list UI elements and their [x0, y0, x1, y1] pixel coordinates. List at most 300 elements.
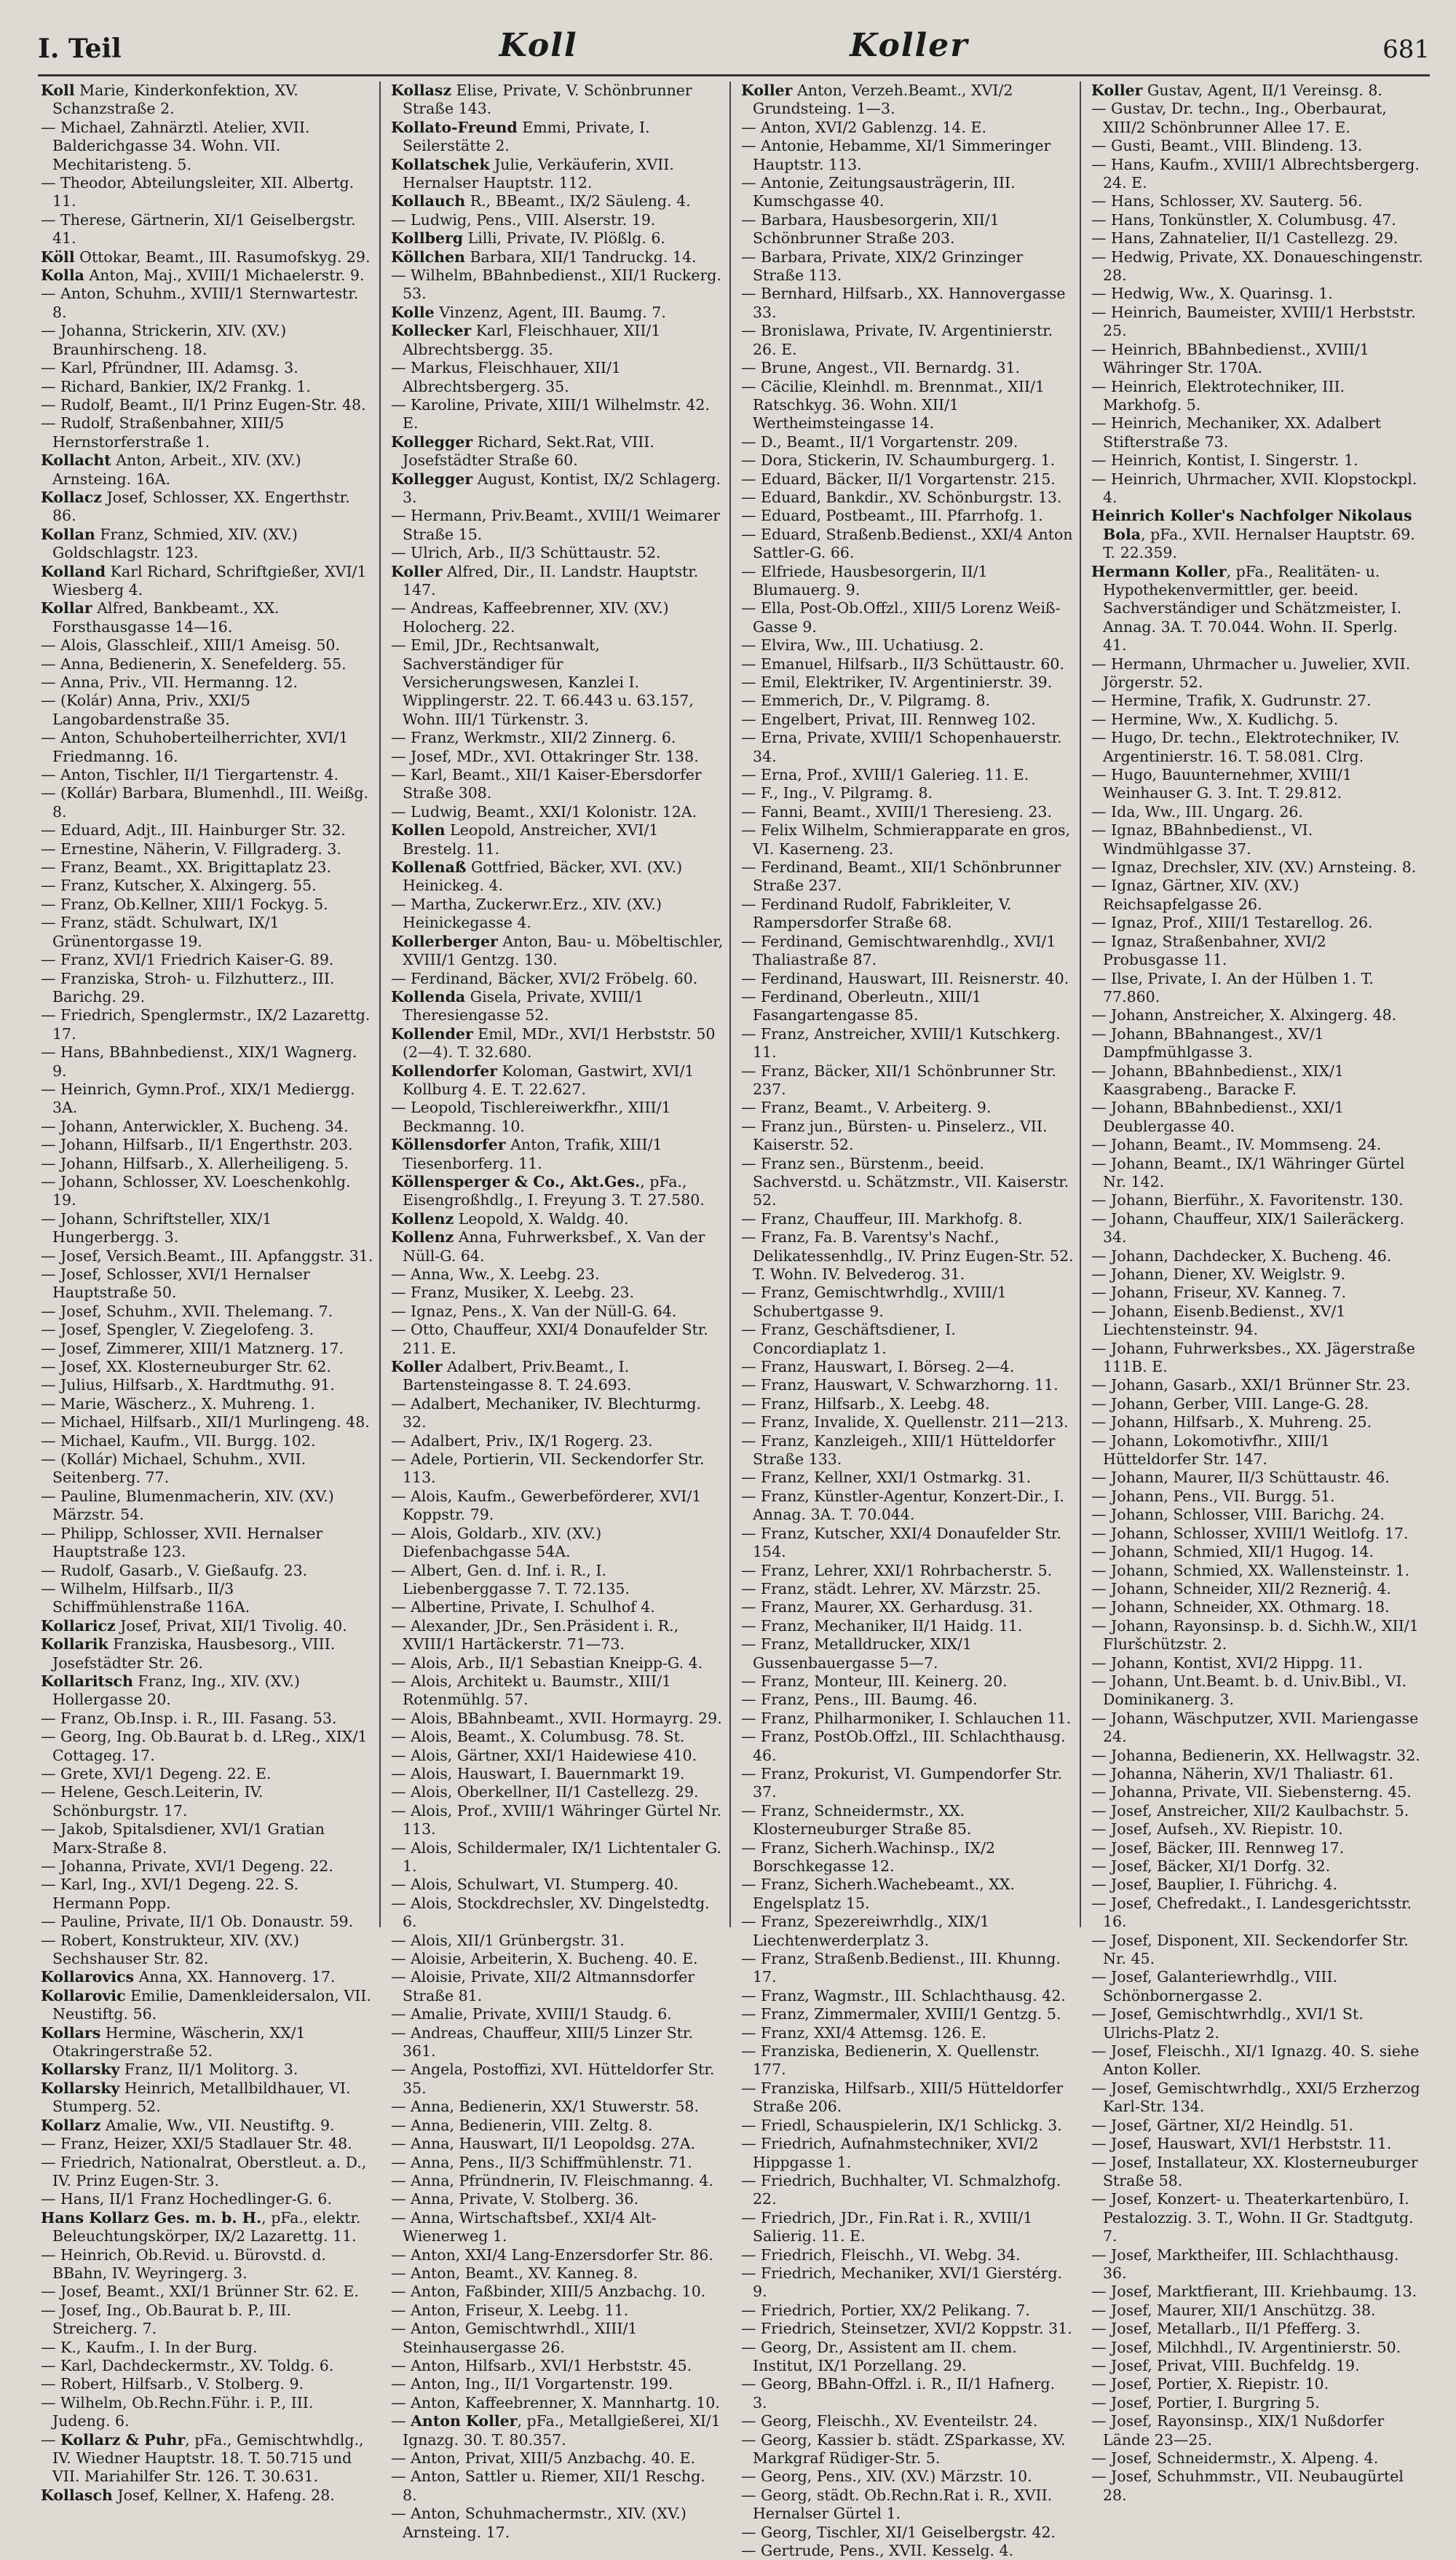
directory-entry: — Michael, Kaufm., VII. Burgg. 102. [41, 1431, 316, 1450]
directory-entry: — Ida, Ww., III. Ungarg. 26. [1091, 802, 1303, 821]
directory-entry: — Hans, Tonkünstler, X. Columbusg. 47. [1091, 210, 1396, 229]
directory-entry: — Barbara, Hausbesorgerin, XII/1 Schönbrunner Straße 203. [741, 210, 1000, 248]
directory-entry: — Anton, Schuhoberteilherrichter, XVI/1 Friedmanng. 16. [41, 729, 349, 765]
directory-entry: — Josef, Portier, I. Burgring 5. [1091, 2393, 1320, 2411]
directory-entry: — Josef, Hauswart, XVI/1 Herbststr. 11. [1091, 2135, 1392, 2153]
directory-entry: — Ignaz, BBahnbedienst., VI. Windmühlgasse 37. [1091, 821, 1313, 858]
column-4 [1091, 82, 1430, 2504]
directory-entry: — Anna, Ww., X. Leebg. 23. [391, 1265, 600, 1283]
directory-entry: — Georg, Ing. Ob.Baurat b. d. LReg., XIX/1 Cottageg. 17. [41, 1728, 368, 1764]
directory-entry: — Wilhelm, Hilfsarb., II/3 Schiffmühlenstraße 116A. [41, 1579, 250, 1616]
directory-entry: — Alois, Beamt., X. Columbusg. 78. St. [391, 1728, 685, 1746]
directory-entry: — Michael, Hilfsarb., XII/1 Murlingeng. 48. [41, 1413, 370, 1431]
directory-entry: — Emmerich, Dr., V. Pilgramg. 8. [741, 692, 991, 710]
directory-entry: — Martha, Zuckerwr.Erz., XIV. (XV.) Heinickegasse 4. [391, 895, 662, 932]
directory-entry: — Hedwig, Private, XX. Donaueschingenstr. 28. [1091, 248, 1423, 285]
directory-entry: — Adalbert, Priv., IX/1 Rogerg. 23. [391, 1431, 653, 1450]
directory-entry: — Anna, Priv., VII. Hermanng. 12. [41, 673, 298, 691]
directory-entry: — Markus, Fleischhauer, XII/1 Albrechtsbergerg. 35. [391, 359, 621, 395]
directory-entry: — Josef, Versich.Beamt., III. Apfanggstr. 31. [41, 1247, 373, 1265]
directory-entry: — Anton, Tischler, II/1 Tiergartenstr. 4. [41, 766, 339, 784]
directory-entry: — Anton Koller, pFa., Metallgießerei, XI/1 Ignazg. 30. T. 80.357. [391, 2412, 721, 2449]
directory-entry: — Hans, Schlosser, XV. Sauterg. 56. [1091, 192, 1363, 210]
directory-entry: — Hans, BBahnbedienst., XIX/1 Wagnerg. 9. [41, 1043, 357, 1080]
directory-entry: — Pauline, Private, II/1 Ob. Donaustr. 59. [41, 1913, 354, 1931]
directory-entry: Köllensperger & Co., Akt.Ges., pFa., Eisengroßhdlg., I. Freyung 3. T. 27.580. [391, 1172, 705, 1209]
directory-entry: Kollen Leopold, Anstreicher, XVI/1 Brestelg. 11. [391, 821, 659, 858]
directory-entry: Kollatschek Julie, Verkäuferin, XVII. Hernalser Hauptstr. 112. [391, 155, 674, 192]
directory-entry: — Anton, Kaffeebrenner, X. Mannhartg. 10. [391, 2393, 720, 2411]
directory-entry: — Alois, Oberkellner, II/1 Castellezg. 29. [391, 1783, 699, 1801]
directory-entry: — Hedwig, Ww., X. Quarinsg. 1. [1091, 285, 1333, 303]
directory-entry: — Josef, Bäcker, XI/1 Dorfg. 32. [1091, 1857, 1331, 1875]
directory-entry: — Johanna, Private, XVI/1 Degeng. 22. [41, 1857, 333, 1875]
directory-entry: — Therese, Gärtnerin, XI/1 Geiselbergstr. 41. [41, 210, 356, 248]
directory-entry: Kollarik Franziska, Hausbesorg., VIII. Josefstädter Str. 26. [41, 1635, 336, 1672]
directory-entry: Kollarsky Heinrich, Metallbildhauer, VI. Stumperg. 52. [41, 2079, 351, 2116]
directory-entry: — Josef, Fleischh., XI/1 Ignazg. 40. S. siehe Anton Koller. [1091, 2042, 1420, 2079]
directory-entry: — Franz, Pens., III. Baumg. 46. [741, 1691, 978, 1709]
directory-entry: — Karl, Beamt., XII/1 Kaiser-Ebersdorfer Straße 308. [391, 766, 702, 802]
directory-entry: — Johann, Hilfsarb., X. Allerheiligeng. 5. [41, 1154, 349, 1172]
directory-entry: — Franz, Zimmermaler, XVIII/1 Gentzg. 5. [741, 2005, 1061, 2023]
directory-entry: — Josef, Metallarb., II/1 Pfefferg. 3. [1091, 2320, 1361, 2338]
directory-entry: — F., Ing., V. Pilgramg. 8. [741, 784, 933, 802]
directory-entry: — Anton, XXI/4 Lang-Enzersdorfer Str. 86. [391, 2245, 713, 2264]
directory-entry: — Heinrich, Gymn.Prof., XIX/1 Mediergg. 3A. [41, 1080, 355, 1117]
directory-entry: — Eduard, Bäcker, II/1 Vorgartenstr. 215. [741, 470, 1056, 488]
directory-entry: Kollarsky Franz, II/1 Molitorg. 3. [41, 2061, 298, 2079]
directory-entry: — Helene, Gesch.Leiterin, IV. Schönburgstr. 17. [41, 1783, 264, 1820]
directory-entry: — Felix Wilhelm, Schmierapparate en gros, VI. Kaserneng. 23. [741, 821, 1071, 858]
directory-entry: — Ferdinand, Oberleutn., XIII/1 Fasangartengasse 85. [741, 987, 982, 1024]
directory-entry: — Anton, Hilfsarb., XVI/1 Herbststr. 45. [391, 2356, 692, 2374]
directory-entry: — Franz, Maurer, XX. Gerhardusg. 31. [741, 1598, 1033, 1616]
directory-entry: — Josef, Anstreicher, XII/2 Kaulbachstr. 5. [1091, 1801, 1409, 1820]
directory-entry: — Josef, Spengler, V. Ziegelofeng. 3. [41, 1321, 314, 1339]
directory-entry: Koller Adalbert, Priv.Beamt., I. Bartensteingasse 8. T. 24.693. [391, 1358, 632, 1394]
directory-entry: — Friedrich, JDr., Fin.Rat i. R., XVIII/1 Salierig. 11. E. [741, 2208, 1033, 2245]
directory-entry: — Hugo, Dr. techn., Elektrotechniker, IV. Argentinierstr. 16. T. 58.081. Clrg. [1091, 729, 1400, 765]
directory-entry: — Ludwig, Pens., VIII. Alserstr. 19. [391, 210, 656, 229]
directory-entry: — Franz, Spezereiwrhdlg., XIX/1 Liechtenwerderplatz 3. [741, 1913, 990, 1949]
directory-entry: — Franz, Kutscher, XXI/4 Donaufelder Str. 154. [741, 1524, 1061, 1561]
directory-entry: — Heinrich, BBahnbedienst., XVIII/1 Währinger Str. 170A. [1091, 340, 1369, 377]
directory-entry: — Franz, Straßenb.Bedienst., III. Khunng. 17. [741, 1950, 1061, 1986]
directory-entry: — Franz, Fa. B. Varentsy's Nachf., Delikatessenhdlg., IV. Prinz Eugen-Str. 52. T. Wohn. IV. Belvederog. 31. [741, 1228, 1074, 1283]
directory-entry: — Ignaz, Pens., X. Van der Nüll-G. 64. [391, 1302, 677, 1320]
directory-entry: — Ferdinand, Hauswart, III. Reisnerstr. 40. [741, 969, 1069, 987]
directory-entry: — Otto, Chauffeur, XXI/4 Donaufelder Str. 211. E. [391, 1321, 708, 1357]
directory-entry: — Johann, Unt.Beamt. b. d. Univ.Bibl., VI. Dominikanerg. 3. [1091, 1672, 1407, 1709]
directory-entry: Kollarovics Anna, XX. Hannoverg. 17. [41, 1968, 336, 1986]
directory-entry: — Eduard, Adjt., III. Hainburger Str. 32. [41, 821, 346, 839]
directory-entry: — Johann, Fuhrwerksbes., XX. Jägerstraße 111B. E. [1091, 1339, 1415, 1376]
directory-entry: — Georg, Tischler, XI/1 Geiselbergstr. 42. [741, 2523, 1056, 2541]
directory-entry: — Franz, XVI/1 Friedrich Kaiser-G. 89. [41, 951, 334, 969]
directory-entry: Kollauch R., BBeamt., IX/2 Säuleng. 4. [391, 192, 691, 210]
directory-entry: — Gertrude, Pens., XVII. Kesselg. 4. [741, 2542, 1014, 2560]
directory-entry: Kollarz Amalie, Ww., VII. Neustiftg. 9. [41, 2116, 335, 2134]
directory-entry: — Anna, Pfründnerin, IV. Fleischmanng. 4. [391, 2171, 713, 2189]
directory-entry: — Anton, Privat, XIII/5 Anzbachg. 40. E. [391, 2449, 696, 2467]
directory-entry: — Kollarz & Puhr, pFa., Gemischtwhdlg., IV. Wiedner Hauptstr. 18. T. 50.715 und VII. Mariahilfer Str. 126. T. 30.631. [41, 2430, 364, 2486]
directory-entry: — Marie, Wäscherz., X. Muhreng. 1. [41, 1394, 315, 1413]
directory-entry: Koll Marie, Kinderkonfektion, XV. Schanzstraße 2. [41, 82, 298, 118]
directory-entry: — Hermann, Priv.Beamt., XVIII/1 Weimarer Straße 15. [391, 507, 721, 543]
directory-entry: Kollendorfer Koloman, Gastwirt, XVI/1 Kollburg 4. E. T. 22.627. [391, 1062, 695, 1098]
directory-entry: — Eduard, Straßenb.Bedienst., XXI/4 Anton Sattler-G. 66. [741, 525, 1073, 562]
directory-entry: Kollegger Richard, Sekt.Rat, VIII. Josefstädter Straße 60. [391, 432, 654, 470]
directory-entry: Kolle Vinzenz, Agent, III. Baumg. 7. [391, 303, 666, 321]
directory-entry: Köllchen Barbara, XII/1 Tandruckg. 14. [391, 248, 697, 266]
directory-entry: — Ignaz, Drechsler, XIV. (XV.) Arnsteing. 8. [1091, 858, 1417, 877]
directory-entry: — Josef, Schlosser, XVI/1 Hernalser Hauptstraße 50. [41, 1265, 310, 1302]
header-rule [38, 74, 1430, 76]
directory-entry: — Franz jun., Bürsten- u. Pinselerz., VII. Kaiserstr. 52. [741, 1117, 1048, 1154]
directory-entry: — Anna, Pens., II/3 Schiffmühlenstr. 71. [391, 2153, 692, 2171]
directory-entry: Kollarovic Emilie, Damenkleidersalon, VII. Neustiftg. 56. [41, 1986, 371, 2023]
directory-entry: — Friedrich, Spenglermstr., IX/2 Lazarettg. 17. [41, 1006, 371, 1043]
directory-entry: — Ignaz, Straßenbahner, XVI/2 Probusgasse 11. [1091, 932, 1326, 969]
directory-entry: — Josef, Bauplier, I. Führichg. 4. [1091, 1876, 1338, 1894]
directory-entry: Kollenz Anna, Fuhrwerksbef., X. Van der Nüll-G. 64. [391, 1228, 705, 1265]
directory-entry: — Josef, Disponent, XII. Seckendorfer Str. Nr. 45. [1091, 1931, 1409, 1968]
directory-entry: Kollars Hermine, Wäscherin, XX/1 Otakringerstraße 52. [41, 2023, 306, 2061]
directory-entry: — Ludwig, Beamt., XXI/1 Kolonistr. 12A. [391, 802, 697, 821]
directory-entry: — Johann, Pens., VII. Burgg. 51. [1091, 1487, 1335, 1505]
directory-entry: — Franz, Metalldrucker, XIX/1 Gussenbauergasse 5—7. [741, 1635, 972, 1672]
directory-entry: — Alexander, JDr., Sen.Präsident i. R., XVIII/1 Hartäckerstr. 71—73. [391, 1616, 679, 1654]
directory-entry: — Leopold, Tischlereiwerkfhr., XIII/1 Beckmanng. 10. [391, 1099, 671, 1135]
directory-entry: — Hermann, Uhrmacher u. Juwelier, XVII. Jörgerstr. 52. [1091, 655, 1411, 691]
directory-entry: — Elvira, Ww., III. Uchatiusg. 2. [741, 636, 984, 655]
directory-entry: — Hugo, Bauunternehmer, XVIII/1 Weinhauser G. 3. Int. T. 29.812. [1091, 766, 1352, 802]
directory-entry: — Aloisie, Private, XII/2 Altmannsdorfer Straße 81. [391, 1968, 695, 2004]
directory-entry: — Franz, Monteur, III. Keinerg. 20. [741, 1672, 1008, 1690]
directory-entry: — Franz, Beamt., XX. Brigittaplatz 23. [41, 858, 332, 877]
directory-entry: — Ferdinand, Bäcker, XVI/2 Fröbelg. 60. [391, 969, 698, 987]
directory-entry: — Franz, Gemischtwrhdlg., XVIII/1 Schubertgasse 9. [741, 1284, 1007, 1320]
directory-entry: — Robert, Konstrukteur, XIV. (XV.) Sechshauser Str. 82. [41, 1931, 300, 1968]
directory-entry: Hermann Koller, pFa., Realitäten- u. Hypothekenvermittler, ger. beeid. Sachverständiger und Schätzmeister, I. Annag. 3A. T. 70.044. Wohn. II. Sperlg. 41. [1091, 562, 1402, 655]
directory-entry: — Franz, Philharmoniker, I. Schlauchen 11. [741, 1709, 1072, 1727]
directory-entry: — Engelbert, Privat, III. Rennweg 102. [741, 710, 1036, 728]
directory-entry: — Anna, Wirtschaftsbef., XXI/4 Alt-Wienerweg 1. [391, 2208, 657, 2245]
directory-entry: — Georg, BBahn-Offzl. i. R., II/1 Hafnerg. 3. [741, 2375, 1055, 2411]
directory-entry: — Franz, Invalide, X. Quellenstr. 211—213. [741, 1413, 1069, 1431]
directory-entry: — Josef, XX. Klosterneuburger Str. 62. [41, 1358, 331, 1376]
directory-entry: — Johann, Gasarb., XXI/1 Brünner Str. 23. [1091, 1376, 1411, 1394]
directory-entry: — Josef, Ing., Ob.Baurat b. P., III. Streicherg. 7. [41, 2301, 291, 2338]
directory-entry: Kollenz Leopold, X. Waldg. 40. [391, 1209, 629, 1228]
directory-entry: — Ignaz, Prof., XIII/1 Testarellog. 26. [1091, 914, 1373, 932]
directory-entry: Kollasch Josef, Kellner, X. Hafeng. 28. [41, 2486, 335, 2504]
directory-entry: — Erna, Prof., XVIII/1 Galerieg. 11. E. [741, 766, 1029, 784]
directory-entry: — Franz, XXI/4 Attemsg. 126. E. [741, 2023, 986, 2042]
directory-entry: — Georg, Kassier b. städt. ZSparkasse, XV. Markgraf Rüdiger-Str. 5. [741, 2430, 1066, 2467]
directory-entry: — Aloisie, Arbeiterin, X. Bucheng. 40. E. [391, 1950, 698, 1968]
directory-entry: — Dora, Stickerin, IV. Schaumburgerg. 1. [741, 451, 1056, 470]
directory-entry: — Alois, Glasschleif., XIII/1 Ameisg. 50. [41, 636, 340, 655]
directory-entry: — Alois, Schulwart, VI. Stumperg. 40. [391, 1876, 678, 1894]
directory-entry: — Franz, Hauswart, I. Börseg. 2—4. [741, 1358, 1015, 1376]
directory-entry: Kollan Franz, Schmied, XIV. (XV.) Goldschlagstr. 123. [41, 525, 298, 562]
directory-entry: Kollenaß Gottfried, Bäcker, XVI. (XV.) Heinickeg. 4. [391, 858, 683, 895]
directory-entry: Kolland Karl Richard, Schriftgießer, XVI/1 Wiesberg 4. [41, 562, 367, 598]
directory-entry: — Franz, Geschäftsdiener, I. Concordiaplatz 1. [741, 1321, 956, 1357]
directory-entry: Köllensdorfer Anton, Trafik, XIII/1 Tiesenborferg. 11. [391, 1136, 662, 1172]
directory-entry: — Johann, Schmied, XX. Wallensteinstr. 1. [1091, 1561, 1410, 1579]
directory-entry: — Anna, Bedienerin, XX/1 Stuwerstr. 58. [391, 2098, 699, 2116]
directory-entry: — Hermine, Ww., X. Kudlichg. 5. [1091, 710, 1339, 728]
directory-entry: — Karl, Pfründner, III. Adamsg. 3. [41, 359, 298, 377]
directory-entry: — Adalbert, Mechaniker, IV. Blechturmg. 32. [391, 1394, 702, 1431]
directory-entry: Kollar Alfred, Bankbeamt., XX. Forsthausgasse 14—16. [41, 599, 280, 636]
directory-entry: — Brune, Angest., VII. Bernardg. 31. [741, 359, 1021, 377]
directory-entry: Kollaritsch Franz, Ing., XIV. (XV.) Hollergasse 20. [41, 1672, 300, 1709]
column-2 [391, 82, 731, 2541]
directory-entry: — Josef, Installateur, XX. Klosterneuburger Straße 58. [1091, 2153, 1418, 2189]
directory-entry: — Johann, Schlosser, XVIII/1 Weitlofg. 17. [1091, 1524, 1409, 1542]
directory-entry: Heinrich Koller's Nachfolger Nikolaus Bola, pFa., XVII. Hernalser Hauptstr. 69. T. 22.359. [1091, 507, 1415, 562]
directory-columns [41, 82, 1430, 2560]
directory-entry: — Johanna, Näherin, XV/1 Thaliastr. 61. [1091, 1764, 1393, 1782]
directory-entry: — Josef, Schneidermstr., X. Alpeng. 4. [1091, 2449, 1379, 2467]
directory-entry: — Josef, MDr., XVI. Ottakringer Str. 138. [391, 747, 699, 765]
directory-entry: — Johann, Beamt., IV. Mommseng. 24. [1091, 1136, 1382, 1154]
directory-entry: Kollegger August, Kontist, IX/2 Schlagerg. 3. [391, 470, 721, 506]
directory-entry: — Robert, Hilfsarb., V. Stolberg. 9. [41, 2375, 304, 2393]
directory-entry: — Alois, Stockdrechsler, XV. Dingelstedtg. 6. [391, 1894, 710, 1931]
directory-entry: — Johann, Rayonsinsp. b. d. Sichh.W., XII/1 Fluršchützstr. 2. [1091, 1616, 1419, 1654]
directory-entry: — Theodor, Abteilungsleiter, XII. Albertg. 11. [41, 174, 355, 210]
directory-entry: — Ulrich, Arb., II/3 Schüttaustr. 52. [391, 544, 661, 562]
directory-entry: — Josef, Aufseh., XV. Riepistr. 10. [1091, 1820, 1343, 1838]
directory-entry: — (Kollár) Michael, Schuhm., XVII. Seitenberg. 77. [41, 1450, 306, 1487]
directory-entry: — Johann, BBahnbedienst., XXI/1 Deublergasse 40. [1091, 1099, 1345, 1135]
directory-entry: — Alois, Goldarb., XIV. (XV.) Diefenbachgasse 54A. [391, 1524, 602, 1561]
directory-entry: — Anton, Schuhm., XVIII/1 Sternwartestr. 8. [41, 285, 359, 321]
directory-entry: — Anton, Gemischtwrhdl., XIII/1 Steinhausergasse 26. [391, 2320, 638, 2356]
directory-entry: — Friedrich, Mechaniker, XVI/1 Gierstérg. 9. [741, 2264, 1063, 2301]
directory-entry: — Josef, Rayonsinsp., XIX/1 Nußdorfer Lände 23—25. [1091, 2412, 1385, 2449]
directory-entry: — Wilhelm, Ob.Rechn.Führ. i. P., III. Judeng. 6. [41, 2393, 314, 2430]
directory-entry: Hans Kollarz Ges. m. b. H., pFa., elektr. Beleuchtungskörper, IX/2 Lazarettg. 11. [41, 2208, 361, 2245]
directory-entry: — Jakob, Spitalsdiener, XVI/1 Gratian Marx-Straße 8. [41, 1820, 325, 1857]
directory-entry: — Johanna, Strickerin, XIV. (XV.) Braunhirscheng. 18. [41, 322, 287, 358]
directory-entry: — Fanni, Beamt., XVIII/1 Theresieng. 23. [741, 802, 1052, 821]
directory-entry: — Josef, Marktfierant, III. Kriehbaumg. 13. [1091, 2283, 1417, 2301]
directory-entry: — Josef, Chefredakt., I. Landesgerichtsstr. 16. [1091, 1894, 1412, 1931]
directory-entry: — Ferdinand Rudolf, Fabrikleiter, V. Rampersdorfer Straße 68. [741, 895, 1012, 932]
directory-entry: — Anna, Bedienerin, VIII. Zeltg. 8. [391, 2116, 653, 2134]
directory-entry: — Andreas, Kaffeebrenner, XIV. (XV.) Holocherg. 22. [391, 599, 669, 636]
directory-entry: — Johann, Friseur, XV. Kanneg. 7. [1091, 1284, 1347, 1302]
directory-entry: — Johann, Hilfsarb., X. Muhreng. 25. [1091, 1413, 1372, 1431]
directory-entry: — Emanuel, Hilfsarb., II/3 Schüttaustr. 60. [741, 655, 1064, 673]
directory-entry: — Grete, XVI/1 Degeng. 22. E. [41, 1764, 272, 1782]
directory-entry: — Franz, Chauffeur, III. Markhofg. 8. [741, 1209, 1023, 1228]
directory-entry: — Hermine, Trafik, X. Gudrunstr. 27. [1091, 692, 1372, 710]
directory-entry: — Alois, Hauswart, I. Bauernmarkt 19. [391, 1764, 685, 1782]
directory-entry: Koller Gustav, Agent, II/1 Vereinsg. 8. [1091, 82, 1382, 99]
directory-entry: Kollaricz Josef, Privat, XII/1 Tivolig. 40. [41, 1616, 347, 1635]
directory-entry: — Franz, Heizer, XXI/5 Stadlauer Str. 48. [41, 2135, 352, 2153]
directory-entry: — Hans, Kaufm., XVIII/1 Albrechtsbergerg. 24. E. [1091, 155, 1420, 192]
directory-entry: — Gustav, Dr. techn., Ing., Oberbaurat, XIII/2 Schönbrunner Allee 17. E. [1091, 100, 1387, 136]
directory-entry: — Pauline, Blumenmacherin, XIV. (XV.) Märzstr. 54. [41, 1487, 334, 1524]
directory-entry: — Johanna, Bedienerin, XX. Hellwagstr. 32. [1091, 1746, 1420, 1764]
directory-entry: — Josef, Privat, VIII. Buchfeldg. 19. [1091, 2356, 1360, 2374]
directory-entry: — Johann, Schmied, XII/1 Hugog. 14. [1091, 1543, 1374, 1561]
directory-entry: — Johann, Bierführ., X. Favoritenstr. 130. [1091, 1191, 1404, 1209]
directory-entry: — Franz, Kutscher, X. Alxingerg. 55. [41, 877, 317, 895]
directory-entry: Kollacht Anton, Arbeit., XIV. (XV.) Arnsteing. 16A. [41, 451, 301, 488]
directory-entry: — Johann, Dachdecker, X. Bucheng. 46. [1091, 1247, 1392, 1265]
directory-entry: — Franz, Sicherh.Wachebeamt., XX. Engelsplatz 15. [741, 1876, 1015, 1912]
directory-entry: — Anton, XVI/2 Gablenzg. 14. E. [741, 118, 986, 136]
directory-entry: — Adele, Portierin, VII. Seckendorfer Str. 113. [391, 1450, 705, 1487]
directory-entry: Kollender Emil, MDr., XVI/1 Herbststr. 50 (2—4). T. 32.680. [391, 1024, 716, 1062]
directory-entry: — Anton, Faßbinder, XIII/5 Anzbachg. 10. [391, 2283, 706, 2301]
directory-entry: — Franz, Hilfsarb., X. Leebg. 48. [741, 1394, 990, 1413]
directory-entry: — Johann, BBahnbedienst., XIX/1 Kaasgrabeng., Baracke F. [1091, 1062, 1345, 1098]
directory-entry: — Michael, Zahnärztl. Atelier, XVII. Balderichgasse 34. Wohn. VII. Mechitaristeng. 5. [41, 118, 310, 173]
directory-entry: — Josef, Bäcker, III. Rennweg 17. [1091, 1838, 1345, 1857]
directory-entry: — Franz, städt. Schulwart, IX/1 Grünentorgasse 19. [41, 914, 280, 950]
directory-entry: Köll Ottokar, Beamt., III. Rasumofskyg. 29. [41, 248, 371, 266]
directory-entry: — Rudolf, Straßenbahner, XIII/5 Hernstorferstraße 1. [41, 414, 285, 451]
directory-entry: — Anton, Beamt., XV. Kanneg. 8. [391, 2264, 638, 2282]
directory-entry: — Bernhard, Hilfsarb., XX. Hannovergasse 33. [741, 285, 1066, 321]
directory-entry: Koller Alfred, Dir., II. Landstr. Hauptstr. 147. [391, 562, 699, 598]
directory-entry: — Alois, Gärtner, XXI/1 Haidewiese 410. [391, 1746, 697, 1764]
directory-entry: — Ignaz, Gärtner, XIV. (XV.) Reichsapfelgasse 26. [1091, 877, 1299, 913]
directory-entry: — Johann, Hilfsarb., II/1 Engerthstr. 203. [41, 1136, 353, 1154]
directory-entry: — Josef, Gärtner, XI/2 Heindlg. 51. [1091, 2116, 1354, 2134]
directory-entry: — Franz, Mechaniker, II/1 Haidg. 11. [741, 1616, 1023, 1635]
directory-entry: — Josef, Milchhdl., IV. Argentinierstr. 50. [1091, 2338, 1401, 2356]
directory-entry: — Angela, Postoffizi, XVI. Hütteldorfer Str. 35. [391, 2061, 715, 2097]
directory-entry: — Josef, Konzert- u. Theaterkartenbüro, I. Pestalozzig. 3. T., Wohn. II Gr. Stadtgutg. 7. [1091, 2190, 1414, 2245]
directory-entry: — Friedl, Schauspielerin, IX/1 Schlickg. 3. [741, 2116, 1062, 2134]
directory-entry: — Johanna, Private, VII. Siebensterng. 45. [1091, 1783, 1412, 1801]
directory-entry: — Johann, Gerber, VIII. Lange-G. 28. [1091, 1394, 1369, 1413]
directory-entry: — Ferdinand, Beamt., XII/1 Schönbrunner Straße 237. [741, 858, 1061, 895]
directory-entry: — Heinrich, Elektrotechniker, III. Markhofg. 5. [1091, 377, 1345, 414]
directory-entry: — Emil, JDr., Rechtsanwalt, Sachverständiger für Versicherungswesen, Kanzlei I. Wipplingerstr. 22. T. 66.443 u. 63.157, Wohn. III/1 Türkenstr. 3. [391, 636, 694, 728]
directory-entry: — Karl, Dachdeckermstr., XV. Toldg. 6. [41, 2356, 334, 2374]
directory-entry: — Johann, Schlosser, VIII. Barichg. 24. [1091, 1506, 1385, 1524]
directory-entry: — Franz, Beamt., V. Arbeiterg. 9. [741, 1099, 992, 1117]
directory-entry: — Georg, städt. Ob.Rechn.Rat i. R., XVII. Hernalser Gürtel 1. [741, 2486, 1053, 2523]
directory-entry: — Franz, Sicherh.Wachinsp., IX/2 Borschkegasse 12. [741, 1838, 996, 1875]
directory-entry: — Anna, Private, V. Stolberg. 36. [391, 2190, 639, 2208]
directory-entry: — Friedrich, Fleischh., VI. Webg. 34. [741, 2245, 1021, 2264]
page-number: 681 [1382, 35, 1430, 64]
directory-entry: — Josef, Zimmerer, XIII/1 Matznerg. 17. [41, 1339, 344, 1357]
directory-entry: — Amalie, Private, XVIII/1 Staudg. 6. [391, 2005, 672, 2023]
directory-entry: — Franz, Anstreicher, XVIII/1 Kutschkerg. 11. [741, 1024, 1061, 1062]
directory-entry: — Heinrich, Mechaniker, XX. Adalbert Stifterstraße 73. [1091, 414, 1381, 451]
directory-entry: — Ernestine, Näherin, V. Fillgraderg. 3. [41, 839, 341, 858]
directory-entry: — Anton, Sattler u. Riemer, XII/1 Reschg. 8. [391, 2468, 705, 2504]
directory-entry: — Franz, Wagmstr., III. Schlachthausg. 42. [741, 1986, 1066, 2004]
directory-entry: — Eduard, Postbeamt., III. Pfarrhofg. 1. [741, 507, 1043, 525]
directory-entry: Kollerberger Anton, Bau- u. Möbeltischler, XVIII/1 Gentzg. 130. [391, 932, 724, 969]
directory-entry: — Franz, Musiker, X. Leebg. 23. [391, 1284, 635, 1302]
directory-entry: — Johann, Eisenb.Bedienst., XV/1 Liechtensteinstr. 94. [1091, 1302, 1346, 1339]
directory-entry: — Johann, BBahnangest., XV/1 Dampfmühlgasse 3. [1091, 1024, 1324, 1062]
directory-entry: — Hans, II/1 Franz Hochedlinger-G. 6. [41, 2190, 332, 2208]
directory-entry: — Alois, Arb., II/1 Sebastian Kneipp-G. 4. [391, 1654, 703, 1672]
directory-entry: — Alois, Architekt u. Baumstr., XIII/1 Rotenmühlg. 57. [391, 1672, 672, 1709]
directory-entry: — Heinrich, Uhrmacher, XVII. Klopstockpl. 4. [1091, 470, 1417, 506]
directory-entry: — Antonie, Hebamme, XI/1 Simmeringer Hauptstr. 113. [741, 137, 1051, 173]
directory-entry: — Johann, Lokomotivfhr., XIII/1 Hütteldorfer Str. 147. [1091, 1431, 1331, 1469]
directory-entry: — Georg, Pens., XIV. (XV.) Märzstr. 10. [741, 2468, 1032, 2486]
directory-entry: Koller Anton, Verzeh.Beamt., XVI/2 Grundsteing. 1—3. [741, 82, 1013, 118]
directory-entry: — Friedrich, Portier, XX/2 Pelikang. 7. [741, 2301, 1030, 2319]
directory-entry: — (Kolár) Anna, Priv., XXI/5 Langobardenstraße 35. [41, 692, 250, 728]
directory-entry: — Johann, Anstreicher, X. Alxingerg. 48. [1091, 1006, 1397, 1024]
directory-entry: — Franz, Bäcker, XII/1 Schönbrunner Str. 237. [741, 1062, 1057, 1098]
directory-entry: — Franz, Schneidermstr., XX. Klosterneuburger Straße 85. [741, 1801, 972, 1838]
directory-entry: — Rudolf, Gasarb., V. Gießaufg. 23. [41, 1561, 308, 1579]
directory-entry: Kollato-Freund Emmi, Private, I. Seilerstätte 2. [391, 118, 650, 155]
directory-entry: — Philipp, Schlosser, XVII. Hernalser Hauptstraße 123. [41, 1524, 323, 1561]
directory-entry: — Johann, Schneider, XX. Othmarg. 18. [1091, 1598, 1390, 1616]
directory-entry: — Friedrich, Aufnahmstechniker, XVI/2 Hippgasse 1. [741, 2135, 1039, 2171]
directory-entry: — Alois, Kaufm., Gewerbeförderer, XVI/1 Koppstr. 79. [391, 1487, 702, 1524]
directory-entry: — Franz, Hauswart, V. Schwarzhorng. 11. [741, 1376, 1059, 1394]
directory-entry: — Franz sen., Bürstenm., beeid. Sachverstd. u. Schätzmstr., VII. Kaiserstr. 52. [741, 1154, 1069, 1209]
directory-entry: — Alois, Prof., XVIII/1 Währinger Gürtel Nr. 113. [391, 1801, 721, 1838]
directory-entry: — Ferdinand, Gemischtwarenhdlg., XVI/1 Thaliastraße 87. [741, 932, 1056, 969]
directory-entry: — (Kollár) Barbara, Blumenhdl., III. Weißg. 8. [41, 784, 369, 821]
directory-entry: — Richard, Bankier, IX/2 Frankg. 1. [41, 377, 311, 395]
directory-entry: — Alois, XII/1 Grünbergstr. 31. [391, 1931, 625, 1949]
directory-entry: — Franziska, Hilfsarb., XIII/5 Hütteldorfer Straße 206. [741, 2079, 1064, 2116]
directory-entry: — Franziska, Stroh- u. Filzhutterz., III. Barichg. 29. [41, 969, 335, 1006]
directory-entry: — Cäcilie, Kleinhdl. m. Brennmat., XII/1 Ratschkyg. 36. Wohn. XII/1 Wertheimsteingasse 14. [741, 377, 1045, 432]
directory-entry: — Anton, Friseur, X. Leebg. 11. [391, 2301, 629, 2319]
directory-entry: — Franz, Lehrer, XXI/1 Rohrbacherstr. 5. [741, 1561, 1053, 1579]
directory-entry: — Friedrich, Buchhalter, VI. Schmalzhofg. 22. [741, 2171, 1061, 2208]
directory-entry: — Julius, Hilfsarb., X. Hardtmuthg. 91. [41, 1376, 335, 1394]
directory-entry: — Elfriede, Hausbesorgerin, II/1 Blumauerg. 9. [741, 562, 988, 598]
directory-entry: — Franz, Werkmstr., XII/2 Zinnerg. 6. [391, 729, 676, 747]
directory-entry: — Franz, städt. Lehrer, XV. Märzstr. 25. [741, 1579, 1041, 1597]
directory-entry: — Eduard, Bankdir., XV. Schönburgstr. 13. [741, 488, 1062, 506]
directory-entry: — Johann, Chauffeur, XIX/1 Saileräckerg. 34. [1091, 1209, 1404, 1247]
directory-entry: — Franziska, Bedienerin, X. Quellenstr. 177. [741, 2042, 1040, 2079]
directory-entry: — Franz, Ob.Kellner, XIII/1 Fockyg. 5. [41, 895, 328, 913]
directory-entry: — Barbara, Private, XIX/2 Grinzinger Straße 113. [741, 248, 1024, 285]
directory-entry: — Anton, Schuhmachermstr., XIV. (XV.) Arnsteing. 17. [391, 2505, 687, 2541]
directory-entry: — Georg, Dr., Assistent am II. chem. Institut, IX/1 Porzellang. 29. [741, 2338, 1017, 2374]
directory-entry: — Anna, Hauswart, II/1 Leopoldsg. 27A. [391, 2135, 696, 2153]
directory-entry: — Franz, PostOb.Offzl., III. Schlachthausg. 46. [741, 1728, 1066, 1764]
directory-entry: — Georg, Fleischh., XV. Eventeilstr. 24. [741, 2412, 1038, 2430]
directory-entry: — Anton, Ing., II/1 Vorgartenstr. 199. [391, 2375, 673, 2393]
directory-entry: — Heinrich, Kontist, I. Singerstr. 1. [1091, 451, 1358, 470]
section-label: I. Teil [38, 33, 122, 64]
directory-entry: — Friedrich, Steinsetzer, XVI/2 Koppstr. 31. [741, 2320, 1072, 2338]
directory-entry: — Emil, Elektriker, IV. Argentinierstr. 39. [741, 673, 1053, 691]
keyword-right: Koller [850, 27, 969, 64]
